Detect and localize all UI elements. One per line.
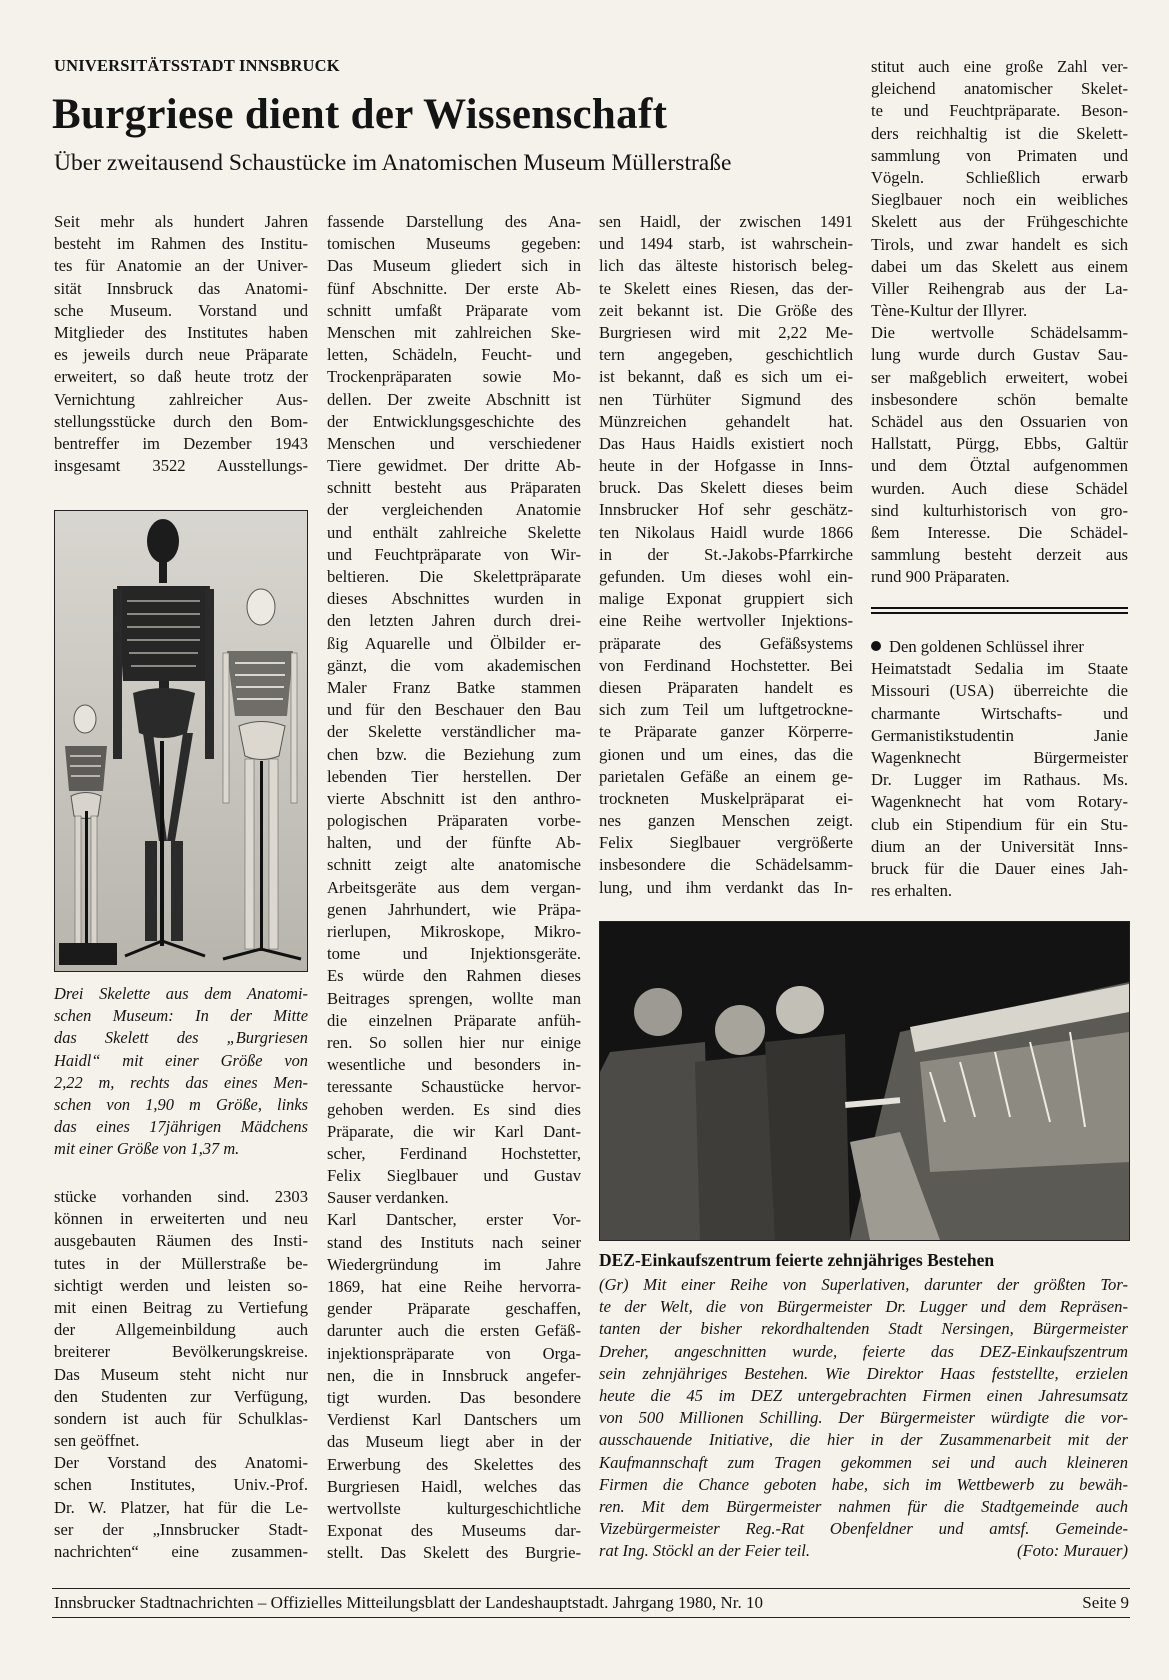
text-line: und Feuchtpräparate von Wir-: [327, 544, 581, 564]
text-line: Menschen mit zahlreichen Ske-: [327, 322, 581, 342]
text-line: Schädel aus den Ossuarien von: [871, 412, 1128, 431]
text-line: parietalen Gefäße an einem ge-: [599, 766, 853, 786]
text-line: te der Welt, die von Bürgermeister Dr. Lugger und dem Repräsen-: [599, 1297, 1128, 1317]
text-line: Innsbrucker Hof sehr geschätz-: [599, 500, 853, 520]
text-line: Münzreichen gehandelt hat.: [599, 411, 853, 431]
text-line: charmante Wirtschafts- und: [871, 703, 1128, 723]
text-line: den Studenten zur Verfügung,: [54, 1386, 308, 1406]
footer-top-rule: [52, 1588, 1130, 1589]
text-line: ist bekannt, daß es sich um ei-: [599, 367, 853, 387]
skeletons-photo-caption: [54, 983, 308, 1161]
text-line: zeit bekannt ist. Die Größe des: [599, 300, 853, 320]
text-line: ßig Aquarelle und Ölbilder er-: [327, 633, 581, 653]
text-line: lung, und ihm verdankt das In-: [599, 877, 853, 897]
text-line: Wagenknecht hat vom Rotary-: [871, 792, 1128, 812]
text-line: Tirols, und zwar handelt es sich: [871, 234, 1128, 254]
text-line: sche Museum. Vorstand und: [54, 300, 308, 320]
text-line: insbesondere schön bemalte: [871, 389, 1128, 409]
text-line: gender Präparate geschaffen,: [327, 1299, 581, 1319]
text-line: Tiere gewidmet. Der dritte Ab-: [327, 456, 581, 476]
text-line: 2,22 m, rechts das eines Men-: [54, 1072, 308, 1092]
text-line: Die wertvolle Schädelsamm-: [871, 323, 1128, 343]
text-line: gionen und um eines, das die: [599, 744, 853, 764]
text-line: sich zum Teil um luftgetrockne-: [599, 700, 853, 720]
text-line: schnitt umfaßt Präparate vom: [327, 300, 581, 320]
text-line: dabei um das Skelett aus einem: [871, 256, 1128, 276]
brief-news-item: [871, 636, 1128, 902]
text-line: dium an der Universität Inns-: [871, 836, 1128, 856]
text-line: tome und Injektionsgeräte.: [327, 944, 581, 964]
text-line: sein zehnjähriges Bestehen. Wie Direktor Haas feststellte, erzielen: [599, 1363, 1128, 1383]
text-line: Seit mehr als hundert Jahren: [54, 212, 308, 231]
text-line: Mitglieder des Institutes haben: [54, 322, 308, 342]
text-line: und 1494 starb, ist wahrschein-: [599, 234, 853, 254]
text-line: schen von 1,90 m Größe, links: [54, 1094, 308, 1114]
text-line: Beitrages sprengen, wollte man: [327, 988, 581, 1008]
bullet-dot-icon: [871, 641, 881, 651]
text-line: heute die 45 im DEZ untergebrachten Firmen einen Jahresumsatz: [599, 1385, 1128, 1405]
text-line: Maler Franz Batke stammen: [327, 677, 581, 697]
text-line: ten Nikolaus Haidl wurde 1866: [599, 522, 853, 542]
photo-credit: (Foto: Murauer): [1016, 1541, 1128, 1560]
skeletons-photo-icon: [55, 511, 307, 971]
text-line: ren. Mit dem Bürgermeister nahmen für die Stadtgemeinde auch: [599, 1496, 1128, 1516]
article-column-1-bottom: [54, 1186, 308, 1563]
text-line: fassende Darstellung des Ana-: [327, 212, 581, 231]
text-line: mit einer Größe von 1,37 m.: [54, 1139, 240, 1159]
text-line: Dr. Lugger im Rathaus. Ms.: [871, 770, 1128, 790]
text-line: Germanistikstudentin Janie: [871, 725, 1128, 745]
text-line: Vernichtung zahlreicher Aus-: [54, 389, 308, 409]
text-line: wurden. Auch diese Schädel: [871, 478, 1128, 498]
text-line: beltieren. Die Skelettpräparate: [327, 567, 581, 586]
text-line: Das Haus Haidls existiert noch: [599, 433, 853, 453]
text-line: ser maßgeblich erweitert, wobei: [871, 367, 1128, 387]
text-line: insbesondere die Schädelsamm-: [599, 855, 853, 875]
text-line: Firmen die Chance geboten habe, sich im Wettbewerb zu bewäh-: [599, 1474, 1128, 1494]
cake-cutting-photo: [599, 921, 1130, 1241]
text-line: stitut auch eine große Zahl ver-: [871, 57, 1128, 76]
text-line: Heimatstadt Sedalia im Staate: [871, 659, 1128, 679]
text-line: Es würde den Rahmen dieses: [327, 966, 581, 986]
text-line: bruck. Das Skelett dieses beim: [599, 478, 853, 498]
text-line: tutes in der Müllerstraße be-: [54, 1253, 308, 1273]
section-divider: [871, 607, 1128, 614]
text-line: sondern ist auch für Schulklas-: [54, 1408, 308, 1428]
text-line: eine Reihe wertvoller Injektions-: [599, 611, 853, 631]
dez-article-body: [599, 1274, 1128, 1540]
text-line: Burgriesen wird mit 2,22 Me-: [599, 322, 853, 342]
text-line: lich das älteste historisch beleg-: [599, 256, 853, 276]
text-line: Arbeitsgeräte aus dem vergan-: [327, 877, 581, 897]
text-line: Das Museum steht nicht nur: [54, 1364, 308, 1384]
text-line: der vergleichenden Anatomie: [327, 500, 581, 520]
text-line: schen Museum: In der Mitte: [54, 1006, 308, 1026]
text-line: ders reichhaltig ist die Skelett-: [871, 123, 1128, 143]
text-line: tanten der bisher rekordhaltenden Stadt Nersingen, Bürgermeister: [599, 1319, 1128, 1339]
text-line: das eines 17jährigen Mädchens: [54, 1117, 308, 1137]
text-line: stellt. Das Skelett des Burgrie-: [327, 1543, 581, 1563]
text-line: Wiedergründung im Jahre: [327, 1254, 581, 1274]
text-line: rund 900 Präparaten.: [871, 567, 1010, 587]
text-line: sichtigt werden und leisten so-: [54, 1275, 308, 1295]
text-line: gleichend anatomischer Skelet-: [871, 79, 1128, 99]
text-line: trockneten Muskelpräparat ei-: [599, 788, 853, 808]
text-line: Der Vorstand des Anatomi-: [54, 1453, 308, 1473]
text-line: Karl Dantscher, erster Vor-: [327, 1210, 581, 1230]
text-line: [871, 636, 1128, 658]
text-line: gehoben werden. Es sind dies: [327, 1099, 581, 1119]
text-line: chen bzw. die Beziehung zum: [327, 744, 581, 764]
text-line: wesentliche und besonders in-: [327, 1055, 581, 1075]
text-line: te Skelett eines Riesen, das der-: [599, 278, 853, 298]
text-line: Verdienst Karl Dantschers um: [327, 1410, 581, 1430]
text-line: nen Türhüter Sigmund des: [599, 389, 853, 409]
text-line: der Skelette verständlicher ma-: [327, 722, 581, 742]
text-line: und enthält zahlreiche Skelette: [327, 522, 581, 542]
text-line: insgesamt 3522 Ausstellungs-: [54, 456, 308, 476]
text-line: präparate des Gefäßsystems: [599, 633, 853, 653]
text-line: Missouri (USA) überreichte die: [871, 681, 1128, 701]
text-line: Haidl“ mit einer Größe von: [54, 1050, 308, 1070]
text-line: Wagenknecht Bürgermeister: [871, 747, 1128, 767]
text-line: Vögeln. Schließlich erwarb: [871, 167, 1128, 187]
text-line: stand des Instituts nach seiner: [327, 1232, 581, 1252]
article-column-3: [599, 211, 853, 899]
text-line: ser der „Innsbrucker Stadt-: [54, 1519, 308, 1539]
text-line: in der St.-Jakobs-Pfarrkirche: [599, 544, 853, 564]
text-line: lebenden Tier herstellen. Der: [327, 766, 581, 786]
section-kicker: UNIVERSITÄTSSTADT INNSBRUCK: [54, 56, 340, 75]
text-line: gefunden. Um dieses wohl ein-: [599, 567, 853, 586]
text-line: Das Museum gliedert sich in: [327, 256, 581, 276]
dez-article-title: DEZ-Einkaufszentrum feierte zehnjähriges Bestehen: [599, 1250, 995, 1270]
article-column-1-top: [54, 211, 308, 477]
text-line: ren. So sollen hier nur einige: [327, 1032, 581, 1052]
text-line: schen Institutes, Univ.-Prof.: [54, 1475, 308, 1495]
text-line: und für den Beschauer den Bau: [327, 700, 581, 720]
footer-publication-line: Innsbrucker Stadtnachrichten – Offizielles Mitteilungsblatt der Landeshauptstadt. Jahrgang 1980, Nr. 10: [54, 1593, 763, 1612]
text-line: injektionspräparate von Orga-: [327, 1343, 581, 1363]
article-headline: Burgriese dient der Wissenschaft: [52, 91, 668, 138]
text-line: dieses Abschnittes wurden in: [327, 589, 581, 609]
text-line: halten, und der fünfte Ab-: [327, 833, 581, 853]
text-line: bentreffer im Dezember 1943: [54, 433, 308, 453]
cake-cutting-photo-icon: [600, 922, 1129, 1240]
text-line: Dr. W. Platzer, hat für die Le-: [54, 1497, 308, 1517]
text-line: rierlupen, Mikroskope, Mikro-: [327, 922, 581, 941]
text-line: Menschen und verschiedener: [327, 433, 581, 453]
text-line: tern angegeben, geschichtlich: [599, 345, 853, 365]
text-line: bruck für die Dauer eines Jah-: [871, 858, 1128, 878]
text-line: club ein Stipendium für ein Stu-: [871, 814, 1128, 834]
text-line: Trockenpräparaten sowie Mo-: [327, 367, 581, 387]
text-line: letten, Schädeln, Feucht- und: [327, 345, 581, 365]
text-line: heute in der Hofgasse in Inns-: [599, 456, 853, 476]
text-line: breiterer Bevölkerungskreise.: [54, 1342, 308, 1362]
page-number: Seite 9: [1082, 1593, 1129, 1612]
text-line: Vizebürgermeister Reg.-Rat Obenfeldner und amtsf. Gemeinde-: [599, 1519, 1128, 1539]
text-line: Drei Skelette aus dem Anatomi-: [54, 984, 308, 1003]
text-line: sammlung von Primaten und: [871, 145, 1128, 165]
text-line: Felix Sieglbauer und Gustav: [327, 1166, 581, 1186]
text-line: sammlung besteht derzeit aus: [871, 545, 1128, 565]
text-line: Tène-Kultur der Illyrer.: [871, 301, 1028, 321]
text-line: Felix Sieglbauer vergrößerte: [599, 833, 853, 853]
text-line: malige Exponat gruppiert sich: [599, 589, 853, 609]
text-line: Erwerbung des Skelettes des: [327, 1454, 581, 1474]
skeletons-photo: [54, 510, 308, 972]
text-line: von 500 Millionen Schilling. Der Bürgermeister würdigte die vor-: [599, 1408, 1128, 1428]
text-line: genen Jahrhundert, wie Präpa-: [327, 899, 581, 919]
text-line: der Allgemeinbildung auch: [54, 1320, 308, 1340]
article-subhead: Über zweitausend Schaustücke im Anatomischen Museum Müllerstraße: [54, 150, 732, 176]
text-line: tomischen Museums gegeben:: [327, 234, 581, 254]
text-line: Skelett aus der Frühgeschichte: [871, 212, 1128, 232]
text-line: sen geöffnet.: [54, 1431, 140, 1451]
dez-article-last-line: rat Ing. Stöckl an der Feier teil.: [599, 1541, 811, 1560]
text-line: der Entwicklungsgeschichte des: [327, 411, 581, 431]
text-line: pologischen Präparaten vorbe-: [327, 811, 581, 831]
text-line-content: Den goldenen Schlüssel ihrer: [889, 637, 1084, 656]
text-line: schnitt besteht aus Präparaten: [327, 478, 581, 498]
text-line: gänzt, die vom akademischen: [327, 655, 581, 675]
text-line: wertvollste kulturgeschichtliche: [327, 1498, 581, 1518]
text-line: sind kulturhistorisch von gro-: [871, 500, 1128, 520]
text-line: nachrichten“ eine zusammen-: [54, 1542, 308, 1561]
text-line: mit einen Beitrag zu Vertiefung: [54, 1297, 308, 1317]
text-line: Viller Reihengrab aus der La-: [871, 278, 1128, 298]
text-line: und dem Ötztal aufgenommen: [871, 456, 1128, 476]
text-line: Präparate, die wir Karl Dant-: [327, 1121, 581, 1141]
text-line: ausschauende Initiative, die hier in der Zusammenarbeit mit der: [599, 1430, 1128, 1450]
text-line: stücke vorhanden sind. 2303: [54, 1187, 308, 1206]
text-line: das Museum liegt aber in der: [327, 1432, 581, 1452]
text-line: nen, die in Innsbruck angefer-: [327, 1365, 581, 1385]
text-line: von Ferdinand Hochstetter. Bei: [599, 655, 853, 675]
text-line: Burgriesen Haidl, welches das: [327, 1476, 581, 1496]
text-line: 1869, hat eine Reihe hervorra-: [327, 1277, 581, 1296]
text-line: tes für Anatomie an der Univer-: [54, 256, 308, 276]
text-line: sen Haidl, der zwischen 1491: [599, 212, 853, 231]
text-line: Dreher, angeschnitten wurde, feierte das DEZ-Einkaufszentrum: [599, 1341, 1128, 1361]
text-line: das Skelett des „Burgriesen: [54, 1028, 308, 1048]
text-line: res erhalten.: [871, 881, 953, 901]
text-line: dellen. Der zweite Abschnitt ist: [327, 389, 581, 409]
text-line: können in erweiterten und neu: [54, 1209, 308, 1229]
text-line: tigt wurden. Das besondere: [327, 1387, 581, 1407]
text-line: te und Feuchtpräparate. Beson-: [871, 101, 1128, 121]
text-line: es jeweils durch neue Präparate: [54, 345, 308, 365]
article-column-2: [327, 211, 581, 1564]
text-line: te Präparate ganzer Körperre-: [599, 722, 853, 742]
article-column-4: [871, 56, 1128, 589]
text-line: lung wurde durch Gustav Sau-: [871, 345, 1128, 365]
text-line: scher, Ferdinand Hochstetter,: [327, 1143, 581, 1163]
text-line: den letzten Jahren durch drei-: [327, 611, 581, 631]
text-line: stellungsstücke durch den Bom-: [54, 411, 308, 431]
text-line: Exponat des Museums dar-: [327, 1521, 581, 1541]
text-line: (Gr) Mit einer Reihe von Superlativen, darunter der größten Tor-: [599, 1275, 1128, 1294]
text-line: Sieglbauer noch ein weibliches: [871, 190, 1128, 210]
text-line: vierte Abschnitt ist den anthro-: [327, 788, 581, 808]
text-line: ausgebauten Räumen des Insti-: [54, 1231, 308, 1251]
text-line: diesen Präparaten handelt es: [599, 677, 853, 697]
text-line: schnitt zeigt alte anatomische: [327, 855, 581, 875]
text-line: sität Innsbruck das Anatomi-: [54, 278, 308, 298]
text-line: erweitert, so daß heute trotz der: [54, 367, 308, 387]
text-line: die einzelnen Präparate anfüh-: [327, 1010, 581, 1030]
text-line: darunter auch die ersten Gefäß-: [327, 1321, 581, 1341]
footer-bottom-rule: [52, 1617, 1130, 1618]
text-line: teressante Schaustücke hervor-: [327, 1077, 581, 1097]
text-line: nes ganzen Menschen zeigt.: [599, 811, 853, 831]
text-line: ßem Interesse. Die Schädel-: [871, 522, 1128, 542]
text-line: Kaufmannschaft zum Tragen gekommen sei und auch kleineren: [599, 1452, 1128, 1472]
text-line: Hallstatt, Pürgg, Ebbs, Galtür: [871, 434, 1128, 454]
text-line: fünf Abschnitte. Der erste Ab-: [327, 278, 581, 298]
text-line: besteht im Rahmen des Institu-: [54, 234, 308, 254]
text-line: Sauser verdanken.: [327, 1188, 449, 1208]
